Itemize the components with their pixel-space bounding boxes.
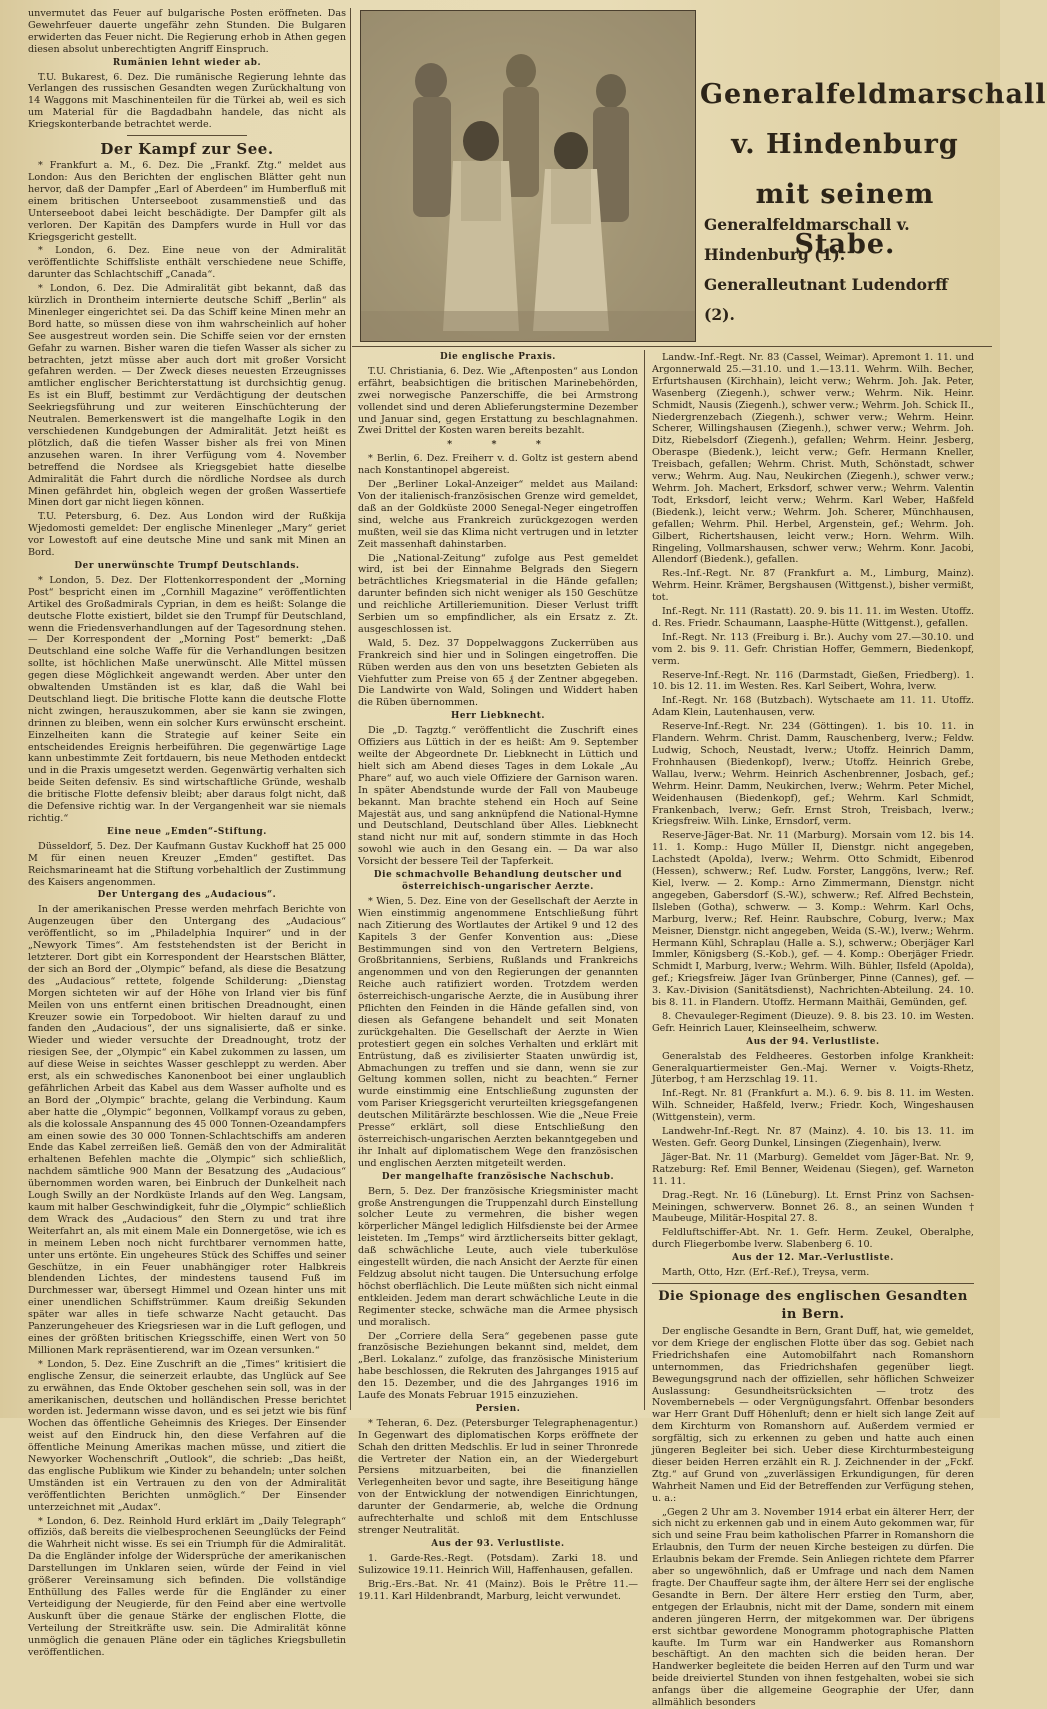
article-paragraph: unvermutet das Feuer auf bulgarische Posten eröffneten. Das Gewehrfeuer dauerte ungefähr zehn Stunden. Die Bulgaren erwiderten das Feuer nicht. Die Regierung erhob in Athen gegen diesen absolut unberechtigten Angriff Einspruch. bbox=[28, 8, 346, 55]
article-paragraph: T.U. Christiania, 6. Dez. Wie „Aftenposten“ aus London erfährt, beabsichtigen die britischen Marinebehörden, zwei norwegische Panzerschiffe, die bei Armstrong vollendet sind und deren Ablieferungstermine Dezember und Januar sind, gegen Erstattung zu beschlagnahmen. Zwei Drittel der Kosten waren bereits bezahlt. bbox=[358, 365, 638, 437]
article-subheading: Der mangelhafte französische Nachschub. bbox=[381, 1171, 615, 1182]
article-paragraph: * Teheran, 6. Dez. (Petersburger Telegraphenagentur.) In Gegenwart des diplomatischen Korps eröffnete der Schah den dritten Medschlis. Er lud in seiner Thronrede die Vertreter der Nation ein, an der Wiedergeburt Persiens mitzuarbeiten, bei die finanziellen Verlegenheiten bevor und sagte, ihre Beseitigung hänge von der Entwicklung der notwendigen Einrichtungen, darunter der Gendarmerie, ab, welche die Ordnung aufrechterhalte und schloß mit dem Entschlusse strenger Neutralität. bbox=[358, 1417, 638, 1536]
photo-caption bbox=[704, 210, 984, 330]
casualty-entry: Marth, Otto, Hzr. (Erf.-Ref.), Treysa, verm. bbox=[662, 1267, 870, 1279]
article-paragraph: 1. Garde-Res.-Regt. (Potsdam). Zarki 18. und Sulizowice 19.11. Heinrich Will, Haffenhausen, gefallen. bbox=[358, 1552, 638, 1576]
article-paragraph: * London, 6. Dez. Reinhold Hurd erklärt im „Daily Telegraph“ offiziös, daß bereits die vielbesprochenen Seeunglücks der Feind die Wahrheit nicht wisse. Es sei ein Triumph für die Admiralität. Da die Engländer infolge der Widersprüche der amerikanischen Darstellungen im Unklaren seien, würde der Feind in viel größerer Vereinsamung sich befinden. Die vollständige Enthüllung des Falles werde für die Engländer zu einer Verteidigung der Neugierde, für den Feind aber eine wertvolle Auskunft über die genaue Stärke der englischen Flotte, die Verteilung der Streitkräfte usw. sein. Die Admiralität könne unmöglich die genauen Pläne oder ein tägliches Kriegsbulletin veröffentlichen. bbox=[28, 1515, 346, 1658]
article-paragraph: * London, 6. Dez. Eine neue von der Admiralität veröffentlichte Schiffsliste enthält verschiedene neue Schiffe, darunter das Schlachtschiff „Canada“. bbox=[28, 245, 346, 281]
article-paragraph: Die „National-Zeitung“ zufolge aus Pest gemeldet wird, ist bei der Einnahme Belgrads den Siegern beträchtliches Kriegsmaterial in die Hände gefallen; darunter befinden sich nicht weniger als 150 Geschütze und reichliche Artilleriemunition. Dieser Verlust trifft Serbien um so empfindlicher, als ein Ersatz z. Zt. ausgeschlossen ist. bbox=[358, 552, 638, 635]
article-paragraph: Düsseldorf, 5. Dez. Der Kaufmann Gustav Kuckhoff hat 25 000 M für einen neuen Kreuzer „Emden“ gestiftet. Das Reichsmarineamt hat die Stiftung vorbehaltlich der Zustimmung des Kaisers angenommen. bbox=[28, 840, 346, 888]
casualty-entry: Feldluftschiffer-Abt. Nr. 1. Gefr. Herm. Zeukel, Oberalphe, durch Fliegerbombe lverw. Slabenberg 6. 10. bbox=[652, 1227, 974, 1251]
article-paragraph: Der „Berliner Lokal-Anzeiger“ meldet aus Mailand: Von der italienisch-französischen Grenze wird gemeldet, daß an der Goldküste 2000 Senegal-Neger eingetroffen sind, welche aus Frankreich zurückgezogen werden mußten, weil sie das Klima nicht vertrugen und in letzter Zeit massenhaft dahinstarben. bbox=[358, 479, 638, 550]
article-subheading: Eine neue „Emden“-Stiftung. bbox=[107, 826, 267, 837]
casualty-entry: Inf.-Regt. Nr. 81 (Frankfurt a. M.). 6. 9. bis 8. 11. im Westen. Wilh. Schneider, Haßfeld, lverw.; Friedr. Koch, Wingeshausen (Wittgenstein), verm. bbox=[652, 1088, 974, 1124]
article-paragraph: Bern, 5. Dez. Der französische Kriegsminister macht große Anstrengungen die Truppenzahl durch Einstellung solcher Leute zu vermehren, die bisher wegen körperlicher Mängel lediglich Hilfsdienste bei der Armee leisteten. Im „Temps“ wird ärztlicherseits bitter geklagt, daß schwächliche Leute, auch viele tuberkulöse eingestellt würden, die nach Ansicht der Aerzte für einen Feldzug absolut nicht taugen. Die Untersuchung erfolge höchst oberflächlich. Die Leute müßten sich nicht einmal entkleiden. Jedem man derart schwächliche Leute in die Regimenter stecke, schwäche man die Armee physisch und moralisch. bbox=[358, 1185, 638, 1328]
article-subheading: Herr Liebknecht. bbox=[450, 711, 546, 722]
photo-bottom-rule bbox=[352, 346, 992, 347]
article-subheading: Rumänien lehnt wieder ab. bbox=[112, 57, 262, 68]
casualty-entry: Inf.-Regt. Nr. 113 (Freiburg i. Br.). Auchy vom 27.—30.10. und vom 2. bis 9. 11. Gefr. Christian Hoffer, Gemmern, Biedenkopf, verm. bbox=[652, 631, 974, 667]
article-paragraph: * London, 6. Dez. Die Admiralität gibt bekannt, daß das kürzlich in Drontheim internierte deutsche Schiff „Berlin“ als Minenleger eingerichtet sei. Da das Schiff keine Minen mehr an Bord hatte, so müssen diese von ihm wahrscheinlich auf hoher See ausgestreut worden sein. Die Schiffe seien vor der ernsten Gefahr zu warnen. Bisher waren die tiefen Wasser als sicher zu betrachten, jetzt müsse aber auch dort mit großer Vorsicht gefahren werden. — Der Zweck dieses neuesten Erzeugnisses amtlicher englischer Berichterstattung ist durchsichtig genug. Es ist ein Bluff, bestimmt zur Verdächtigung der deutschen Seekriegsführung und zur weiteren Einschüchterung der Neutralen. Bemerkenswert ist die mangelhafte Logik in den verschiedenen Kundgebungen der Admiralität. Jetzt heißt es plötzlich, daß die tiefen Wasser bisher als frei von Minen anzusehen waren. In ihrer Verfügung vom 4. November betreffend die Nordsee als Kriegsgebiet hatte dieselbe Admiralität die Fahrt durch die nördliche Nordsee als durch Minen gefährdet hin, obgleich wegen der großen Wassertiefe Minen dort gar nicht liegen können. bbox=[28, 283, 346, 509]
article-paragraph: * Frankfurt a. M., 6. Dez. Die „Frankf. Ztg.“ meldet aus London: Aus den Berichten der englischen Blätter geht nun hervor, daß der Dampfer „Earl of Aberdeen“ im Humberfluß mit einem britischen Unterseeboot zusammenstieß und das Unterseeboot dabei leicht beschädigte. Der Dampfer gilt als verloren. Der Kapitän des Dampfers wurde in Hull vor das Kriegsgericht gestellt. bbox=[28, 160, 346, 243]
article-subheading: Aus der 12. Mar.-Verlustliste. bbox=[732, 1253, 894, 1264]
casualty-entry: Landw.-Inf.-Regt. Nr. 83 (Cassel, Weimar). Apremont 1. 11. und Argonnerwald 25.—31.10. und 1.—13.11. Wehrm. Wilh. Becher, Erfurtshausen (Kirchhain), leicht verw.; Wehrm. Joh. Jak. Peter, Wasenberg (Ziegenh.), schwer verw.; Wehrm. Nik. Heinr. Schmidt, Nausis (Ziegenh.), schwer verw.; Wehrm. Joh. Schick II., Niedergrenzebach (Ziegenh.), schwer verw.; Wehrm. Heinr. Scherer, Willingshausen (Ziegenh.), schwer verw.; Wehrm. Joh. Ditz, Riebelsdorf (Ziegenh.), gefallen; Wehrm. Heinr. Jesberg, Oberaspe (Biedenk.), leicht verw.; Gefr. Hermann Kneller, Treisbach, gefallen; Wehrm. Christ. Muth, Schönstadt, schwer verw.; Wehrm. Aug. Nau, Neukirchen (Ziegenh.), schwer verw.; Wehrm. Joh. Machert, Erksdorf, schwer verw.; Wehrm. Valentin Todt, Erksdorf, leicht verw.; Wehrm. Karl Weber, Haßfeld (Biedenk.), leicht verw.; Wehrm. Joh. Scherer, Münchhausen, gefallen; Wehrm. Phil. Herbel, Argenstein, gef.; Wehrm. Joh. Gilbert, Richertshausen, leicht verw.; Horn. Wehrm. Wilh. Ringeling, Vollmarshausen, schwer verw.; Wehrm. Konr. Jacobi, Allendorf (Biedenk.), gefallen. bbox=[652, 352, 974, 566]
article-paragraph: * Berlin, 6. Dez. Freiherr v. d. Goltz ist gestern abend nach Konstantinopel abgereist. bbox=[358, 453, 638, 477]
casualty-entry: 8. Chevauleger-Regiment (Dieuze). 9. 8. bis 23. 10. im Westen. Gefr. Heinrich Lauer, Kleinseelheim, schwerw. bbox=[652, 1010, 974, 1034]
article-paragraph: Die „D. Tagztg.“ veröffentlicht die Zuschrift eines Offiziers aus Lüttich in der es heißt: Am 9. September weilte der Abgeordnete Dr. Liebknecht in Lüttich und hielt sich am Abend dieses Tages in dem Lokale „Au Phare“ auf, wo auch viele Offiziere der Garnison waren. In später Abendstunde wurde der Fall von Maubeuge bekannt. Man brachte stehend ein Hoch auf Seine Majestät aus, und sang anknüpfend die National-Hymne und Deutschland, Deutschland über Alles. Liebknecht stand nicht nur mit auf, sondern stimmte in das Hoch sowohl wie auch in den Gesang ein. — Da war also Vorsicht der bessere Teil der Tapferkeit. bbox=[358, 725, 638, 868]
caption-line: Generalleutnant Ludendorff (2). bbox=[704, 275, 948, 324]
casualty-entry: Inf.-Regt. Nr. 168 (Butzbach). Wytschaete am 11. 11. Utoffz. Adam Klein, Lautenhausen, verw. bbox=[652, 695, 974, 719]
casualty-entry: Landwehr-Inf.-Regt. Nr. 87 (Mainz). 4. 10. bis 13. 11. im Westen. Gefr. Georg Dunkel, Linsingen (Ziegenhain), lverw. bbox=[652, 1126, 974, 1149]
article-subheading: Aus der 94. Verlustliste. bbox=[746, 1036, 880, 1047]
section-divider bbox=[652, 1283, 974, 1284]
article-paragraph: * London, 5. Dez. Eine Zuschrift an die „Times“ kritisiert die englische Zensur, die seinerzeit erlaubte, das Unglück auf See zu erwähnen, das Ende Oktober geschehen sein soll, was in der amerikanischen, deutschen und holländischen Presse berichtet worden ist. Jedermann wisse davon, und es sei jetzt wie bis fünf Wochen das öffentliche Geheimnis des Krieges. Der Einsender weist auf den Eindruck hin, den diese Verfahren auf die öffentliche Meinung Amerikas machen müsse, und zitiert die Newyorker Wochenschrift „Outlook“, die schrieb: „Das heißt, das englische Publikum wie Kinder zu behandeln; unter solchen Umständen ist ein Vertrauen zu den von der Admiralität veröffentlichten Berichten unmöglich.“ Der Einsender unterzeichnet mit „Audax“. bbox=[28, 1358, 346, 1513]
article-paragraph: Der englische Gesandte in Bern, Grant Duff, hat, wie gemeldet, vor dem Kriege der englischen Flotte über das sog. Gebiet nach Friedrichshafen eine Automobilfahrt nach Romanshorn unternommen, das Friedrichshafen gegenüber liegt. Bewegungsgrund nach der offiziellen, sehr höflichen Schweizer Auslassung: Gesundheitsrücksichten — trotz des Novembernebels — oder Vergnügungsfahrt. Offenbar besonders war Herr Grant Duff Höhenluft; denn er hielt sich lange Zeit auf dem Kirchturm von Romanshorn auf. Außerdem vermied er sorgfältig, sich zu erkennen zu geben und hatte auch einen jüngeren Begleiter bei sich. Ueber diese Kirchturmbesteigung dieser beiden Herren erzählt ein R. J. Zeichnender in der „Fckf. Ztg.“ auf Grund von „zuverlässigen Erkundigungen, für deren Wahrheit Namen und Eid der Betreffenden zur Verfügung stehen, u. a.: bbox=[652, 1325, 974, 1504]
casualty-entry: Reserve-Inf.-Regt. Nr. 116 (Darmstadt, Gießen, Friedberg). 1. 10. bis 12. 11. im Westen. Res. Karl Seibert, Wohra, lverw. bbox=[652, 669, 974, 693]
article-paragraph: T.U. Petersburg, 6. Dez. Aus London wird der Rußkija Wjedomosti gemeldet: Der englische Minenleger „Mary“ geriet vor Lowestoft auf eine deutsche Mine und sank mit Minen an Bord. bbox=[28, 511, 346, 559]
column-rule-right bbox=[644, 350, 645, 1410]
article-paragraph: * Wien, 5. Dez. Eine von der Gesellschaft der Aerzte in Wien einstimmig angenommene Entschließung führt nach Zitierung des Wortlautes der Artikel 9 und 12 des Kapitels 3 der Genfer Konvention aus: „Diese Bestimmungen sind von den Vertretern Belgiens, Großbritanniens, Serbiens, Rußlands und Frankreichs angenommen und von den Regierungen der genannten Reiche auch ratifiziert worden. Trotzdem werden österreichisch-ungarische Aerzte, die in Ausübung ihrer Pflichten den Feinden in die Hände gefallen sind, von diesen als Gefangene behandelt und seit Monaten zurückgehalten. Die Gesellschaft der Aerzte in Wien protestiert gegen ein solches Verhalten und erklärt mit Entrüstung, daß es zivilisierter Staaten unwürdig ist, Abmachungen zu treffen und sie dann, wenn sie zur Geltung kommen sollen, nicht zu beachten.“ Ferner wurde einstimmig eine Entschließung zugunsten der vom Pariser Kriegsgericht verurteilten kriegsgefangenen deutschen Militärärzte beschlossen. Wie die „Neue Freie Presse“ erklärt, soll diese Entschließung den österreichisch-ungarischen Aerzten bekanntgegeben und ihr Inhalt auf diplomatischem Wege den französischen und englischen Aerzten mitgeteilt werden. bbox=[358, 895, 638, 1169]
casualty-entry: Drag.-Regt. Nr. 16 (Lüneburg). Lt. Ernst Prinz von Sachsen-Meiningen, schwerverw. Bonnet 26. 8., an seinen Wunden † Maubeuge, Militär-Hospital 27. 8. bbox=[652, 1189, 974, 1225]
casualty-entry: Inf.-Regt. Nr. 111 (Rastatt). 20. 9. bis 11. 11. im Westen. Utoffz. d. Res. Friedr. Schaumann, Laasphe-Hütte (Wittgenst.), gefallen. bbox=[652, 606, 974, 629]
photo-figures-image bbox=[361, 11, 695, 341]
article-headline: Die Spionage des englischen Gesandten in Bern. bbox=[658, 1288, 968, 1322]
article-paragraph: Der „Corriere della Sera“ gegebenen passe gute französische Beziehungen bekannt sind, meldet, dem „Berl. Lokalanz.“ zufolge, das französische Ministerium habe beschlossen, die Rekruten des Jahrganges 1915 auf den 15. Dezember, und die des Jahrganges 1916 im Laufe des Monats Februar 1915 einzuziehen. bbox=[358, 1330, 638, 1402]
casualty-entry: Reserve-Inf.-Regt. Nr. 234 (Göttingen). 1. bis 10. 11. in Flandern. Wehrm. Christ. Damm, Rauschenberg, lverw.; Feldw. Ludwig, Schoch, Neustadt, lverw.; Utoffz. Heinrich Damm, Frohnhausen (Biedenkopf), lverw.; Utoffz. Heinrich Grebe, Wallau, lverw.; Wehrm. Heinrich Aschenbrenner, Josbach, gef.; Wehrm. Heinr. Damm, Neukirchen, lverw.; Wehrm. Peter Michel, Weidenhausen (Biedenkopf), gef.; Wehrm. Karl Schmidt, Frankenbach, lverw.; Gefr. Ernst Stroh, Treisbach, lverw.; Kriegsfreiw. Wilh. Linke, Ernsdorf, verm. bbox=[652, 721, 974, 828]
photo-title-line: mit seinem Stabe. bbox=[755, 179, 935, 260]
article-paragraph: T.U. Bukarest, 6. Dez. Die rumänische Regierung lehnte das Verlangen des russischen Gesandten wegen Zurückhaltung von 14 Waggons mit Maschinenteilen für die Türkei ab, weil es sich um Material für die Bagdadbahn handele, das nicht als Kriegskonterbande betrachtet werde. bbox=[28, 71, 346, 131]
casualty-entry: Jäger-Bat. Nr. 11 (Marburg). Gemeldet vom Jäger-Bat. Nr. 9, Ratzeburg: Ref. Emil Benner, Weidenau (Siegen), gef. Warneton 11. 11. bbox=[652, 1151, 974, 1187]
casualty-entry: Reserve-Jäger-Bat. Nr. 11 (Marburg). Morsain vom 12. bis 14. 11. 1. Komp.: Hugo Müller II, Dienstgr. nicht angegeben, Lachstedt (Apolda), lverw.; Wehrm. Otto Schmidt, Eibenrod (Hessen), schwerw.; Ref. Ludw. Forster, Langgöns, lverw.; Ref. Kiel, lverw. — 2. Komp.: Arno Zimmermann, Dienstgr. nicht angegeben, Gabersdorf (S.-W.), schwerw.; Ref. Alfred Bechstein, Ilsleben (Gotha), schwerw. — 3. Komp.: Wehrm. Karl Ochs, Marburg, lverw.; Ref. Heinr. Raubschre, Coburg, lverw.; Max Meisner, Dienstgr. nicht angegeben, Weida (S.-W.), lverw.; Wehrm. Hermann Kühl, Schraplau (Halle a. S.), schwerw.; Oberjäger Karl Immler, Königsberg (S.-Kob.), gef. — 4. Komp.: Oberjäger Friedr. Schmidt I, Marburg, lverw.; Wehrm. Wilh. Bühler, Ilsfeld (Apolda), gef.; Kriegsfreiw. Jäger Ivan Grünberger, Pinne (Cannes), gef. — 3. Kav.-Division (Sanitätsdienst), Nachrichten-Abteilung. 24. 10. bis 8. 11. in Flandern. Utoffz. Hermann Maithäi, Gemünden, gef. bbox=[652, 830, 974, 1009]
staff-photograph bbox=[360, 10, 696, 342]
section-divider bbox=[127, 135, 247, 136]
casualty-entry: Res.-Inf.-Regt. Nr. 87 (Frankfurt a. M., Limburg, Mainz). Wehrm. Heinr. Krämer, Bergshausen (Wittgenst.), bisher vermißt, tot. bbox=[652, 568, 974, 604]
section-separator: * * * bbox=[447, 439, 559, 451]
article-paragraph: Brig.-Ers.-Bat. Nr. 41 (Mainz). Bois le Prêtre 11.—19.11. Karl Hildenbrandt, Marburg, leicht verwundet. bbox=[358, 1578, 638, 1602]
article-paragraph: Wald, 5. Dez. 37 Doppelwaggons Zuckerrüben aus Frankreich sind hier und in Solingen eingetroffen. Die Rüben werden aus den von uns besetzten Gebieten als Viehfutter zum Preise von 65 ₰ der Zentner abgegeben. Die Landwirte von Wald, Solingen und Widdert haben die Rüben übernommen. bbox=[358, 637, 638, 709]
article-paragraph: „Gegen 2 Uhr am 3. November 1914 erbat ein älterer Herr, der sich nicht zu erkennen gab und in einem Auto gekommen war, für sich und seine Frau beim katholischen Pfarrer in Romanshorn die Erlaubnis, den Turm der neuen Kirche besteigen zu dürfen. Die Erlaubnis bekam der Fremde. Sein Anliegen richtete dem Pfarrer aber so ungewöhnlich, daß er Umfrage und nach dem Namen fragte. Der Chauffeur sagte ihm, der ältere Herr sei der englische Gesandte in Bern. Der ältere Herr erstieg den Turm, aber, entgegen der Erlaubnis, nicht mit der Dame, sondern mit einem anderen jüngeren Herrn, der mitgekommen war. Der übrigens erst sichtbar gewordene Monogramm photographische Platten kaufte. Im Turm war ein Handwerker aus Romanshorn beschäftigt. An den machten sich die beiden heran. Der Handwerker begleitete die beiden Herren auf den Turm und war beide dreiviertel Stunden von ihnen festgehalten, wobei sie sich anfangs über die allgemeine Geographie der Ufer, dann allmählich besonders bbox=[652, 1506, 974, 1709]
article-subheading: Der Untergang des „Audacious“. bbox=[97, 890, 277, 901]
article-subheading: Die schmachvolle Behandlung deutscher und österreichisch-ungarischer Aerzte. bbox=[373, 870, 623, 892]
photo-title-line: Generalfeldmarschall bbox=[700, 79, 1047, 110]
column-rule-left bbox=[350, 8, 351, 1410]
article-subheading: Persien. bbox=[475, 1403, 521, 1414]
article-subheading: Aus der 93. Verlustliste. bbox=[431, 1538, 565, 1549]
caption-line: Generalfeldmarschall v. Hindenburg (1). bbox=[704, 215, 910, 264]
article-subheading: Die englische Praxis. bbox=[440, 352, 556, 362]
article-paragraph: In der amerikanischen Presse werden mehrfach Berichte von Augenzeugen über den Untergang des „Audacious“ veröffentlicht, so im „Philadelphia Inquirer“ und in der „Newyork Times“. Am feststehendsten ist der Bericht in letzterer. Dort gibt ein Korrespondent der Hearstschen Blätter, der sich an Bord der „Olympic“ befand, als diese die Besatzung des „Audacious“ rettete, folgende Schilderung: „Dienstag Morgen sichteten wir auf der Höhe von Irland vier bis fünf Meilen von uns entfernt einen britischen Dreadnought, einen Kreuzer sowie ein Torpedoboot. Wir hielten darauf zu und fanden den „Audacious“, der uns signalisierte, daß er sinke. Wieder und wieder versuchte der Dreadnought, trotz der riesigen See, der „Olympic“ ein Kabel zukommen zu lassen, um auf diese Weise in seichtes Wasser geschleppt zu werden. Aber erst, als ein schwedisches Kanonenboot bei einer unglaublich gefährlichen Arbeit das Kabel aus dem Wasser aufholte und es an Bord der „Olympic“ brachte, gelang die Verbindung. Kaum aber hatte die „Olympic“ begonnen, Vollkampf voraus zu geben, als die kolossale Anspannung des 45 000 Tonnen-Ozeandampfers am einen sowie des 30 000 Tonnen-Schlachtschiffs am anderen Ende das Kabel zerreißen ließ. Gemäß den von der Admiralität erhaltenen Befehlen machte die „Olympic“ sich schließlich, nachdem sämtliche 900 Mann der Besatzung des „Audacious“ übernommen worden waren, bei Einbruch der Dunkelheit nach Lough Swilly an der Nordküste Irlands auf den Weg. Langsam, kaum mit halber Geschwindigkeit, fuhr die „Olympic“ schließlich dem Wrack des „Audacious“ den Stern zu und trat ihre Weiterfahrt an, als mit einem Male ein Donnergetöse, wie ich es in meinem Leben noch nicht furchtbarer vernommen hatte, unter uns ertönte. Ein ungeheures Stück des Schiffes und seiner Geschütze, in ein Feuer unabhängiger roter Halbkreis blendenden Lichtes, der mindestens tausend Fuß im Durchmesser war, übersegt Himmel und Ozean hinter uns mit einer unendlichen Schiffstrümmer. Kaum dreißig Sekunden später war alles in tiefe schwarze Nacht getaucht. Das Panzerungeheuer des Kriegsriesen war in die Luft geflogen, und eines der größten britischen Kriegsschiffe, einen Wert von 50 Millionen Mark repräsentierend, war im Ozean versunken.“ bbox=[28, 904, 346, 1356]
column-right bbox=[652, 352, 974, 1709]
article-headline: Der Kampf zur See. bbox=[100, 140, 274, 159]
article-paragraph: * London, 5. Dez. Der Flottenkorrespondent der „Morning Post“ bespricht einen im „Cornhill Magazine“ veröffentlichten Artikel des Großadmirals Cyprian, in dem es heißt: Solange die deutsche Flotte existiert, bildet sie den Trumpf für Deutschland, wenn die Friedensverhandlungen auf der Tagesordnung stehen. — Der Korrespondent der „Morning Post“ bemerkt: „Daß Deutschland eine solche Waffe für die Verhandlungen besitzen sollte, ist höchlichen Maße unerwünscht. Alle Mittel müssen gegen diese Möglichkeit angewandt werden. Aber unter den obwaltenden Umständen ist es klar, daß die Wahl bei Deutschland liegt. Die britische Flotte kann die deutsche Flotte nicht zwingen, herauszukommen, aber sie kann sie zwingen, drinnen zu bleiben, wenn ein solcher Kurs erwünscht erscheint. Einzelheiten kann die Strategie auf keiner Seite ein entscheidendes Ereignis herbeiführen. Die gegenwärtige Lage kann unbestimmte Zeit fortdauern, bis neue Methoden entdeckt und in die Praxis umgesetzt werden. Gegenwärtig verhalten sich beide Seiten defensiv. Es sind wirtschaftliche Gründe, weshalb die britische Flotte defensiv bleibt; aber daraus folgt nicht, daß die Defensive richtig war. In der Vergangenheit war sie niemals richtig.“ bbox=[28, 574, 346, 824]
column-left bbox=[28, 8, 346, 1658]
casualty-entry: Generalstab des Feldheeres. Gestorben infolge Krankheit: Generalquartiermeister Gen.-Maj. Werner v. Voigts-Rhetz, Jüterbog, † am Herzschlag 19. 11. bbox=[652, 1050, 974, 1086]
photo-title-line: v. Hindenburg bbox=[731, 129, 959, 160]
column-middle bbox=[358, 352, 638, 1602]
article-subheading: Der unerwünschte Trumpf Deutschlands. bbox=[74, 560, 300, 571]
